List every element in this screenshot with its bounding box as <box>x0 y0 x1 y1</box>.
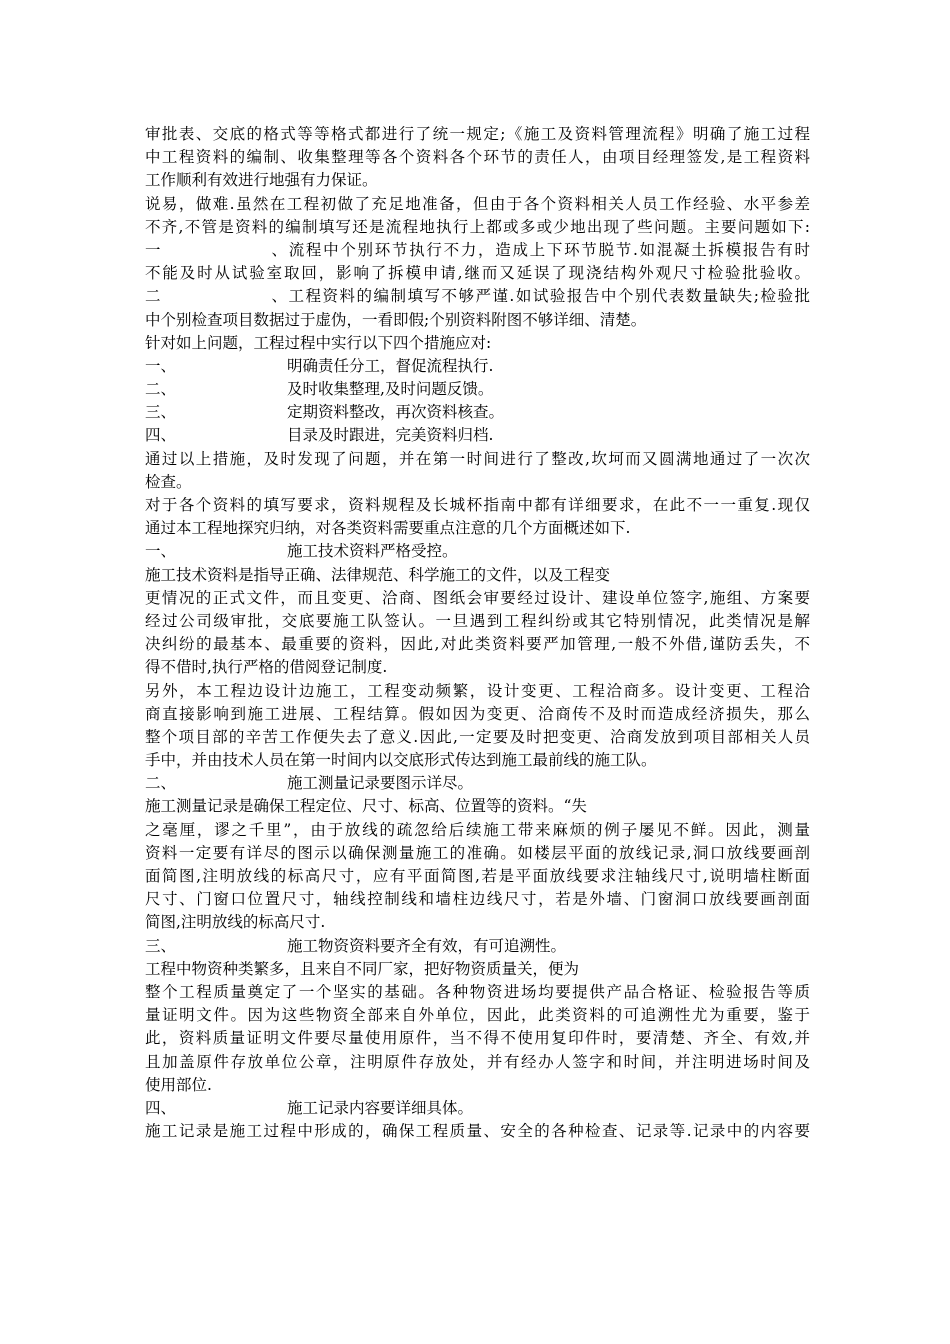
document-body <box>145 123 810 1143</box>
numbered-item-line <box>145 540 810 563</box>
line-text: 之毫厘，谬之千里”，由于放线的疏忽给后续施工带来麻烦的例子屡见不鲜。因此，测量 <box>145 820 810 839</box>
text-line <box>145 169 810 192</box>
item-number: 二、 <box>145 774 177 793</box>
text-line <box>145 749 810 772</box>
line-text: 整个项目部的辛苦工作便失去了意义.因此,一定要及时把变更、洽商发放到项目部相关人员 <box>145 727 810 746</box>
line-text: 施工技术资料是指导正确、法律规范、科学施工的文件，以及工程变 <box>145 565 611 584</box>
line-text: 整个工程质量奠定了一个坚实的基础。各种物资进场均要提供产品合格证、检验报告等质 <box>145 982 810 1001</box>
numbered-item-line <box>145 355 810 378</box>
text-line <box>145 262 810 285</box>
text-line <box>145 564 810 587</box>
text-line <box>145 1004 810 1027</box>
text-line <box>145 1027 810 1050</box>
line-text: 商直接影响到施工进展、工程结算。假如因为变更、洽商传不及时而造成经济损失，那么 <box>145 704 810 723</box>
numbered-item-line <box>145 401 810 424</box>
item-number: 三、 <box>145 936 177 955</box>
line-text: 施工记录是施工过程中形成的，确保工程质量、安全的各种检查、记录等.记录中的内容要 <box>145 1122 810 1141</box>
line-text: 检查。 <box>145 472 192 491</box>
text-line <box>145 587 810 610</box>
text-line <box>145 656 810 679</box>
item-number: 四、 <box>145 1098 177 1117</box>
item-number: 二、 <box>145 287 287 306</box>
line-text: 经过公司级审批，交底要施工队签认。一旦遇到工程纠纷或其它特别情况，此类情况是解 <box>145 611 810 630</box>
text-line <box>145 309 810 332</box>
line-text: 另外，本工程边设计边施工，工程变动频繁，设计变更、工程洽商多。设计变更、工程洽 <box>145 681 810 700</box>
line-text: 工程中物资种类繁多，且来自不同厂家，把好物资质量关，便为 <box>145 959 580 978</box>
numbered-item-line <box>145 935 810 958</box>
line-text: 尺寸、门窗口位置尺寸，轴线控制线和墙柱边线尺寸，若是外墙、门窗洞口放线要画剖面 <box>145 890 810 909</box>
line-text: 说易，做难.虽然在工程初做了充足地准备，但由于各个资料相关人员工作经验、水平参差 <box>145 194 810 213</box>
text-line <box>145 193 810 216</box>
text-line <box>145 958 810 981</box>
text-line <box>145 146 810 169</box>
line-text: 通过以上措施，及时发现了问题，并在第一时间进行了整改,坎坷而又圆满地通过了一次次 <box>145 449 810 468</box>
item-number: 三、 <box>145 403 177 422</box>
text-line <box>145 633 810 656</box>
line-text: 对于各个资料的填写要求，资料规程及长城杯指南中都有详细要求，在此不一一重复.现仅 <box>145 496 810 514</box>
line-text: 不能及时从试验室取回，影响了拆模申请,继而又延误了现浇结构外观尺寸检验批验收。 <box>145 264 810 283</box>
numbered-item-line <box>145 1097 810 1120</box>
line-text: 简图,注明放线的标高尺寸. <box>145 913 326 932</box>
numbered-item-line <box>145 378 810 401</box>
text-line <box>145 1074 810 1097</box>
item-number: 二、 <box>145 380 177 399</box>
line-text: 明确责任分工，督促流程执行. <box>287 356 494 375</box>
numbered-item-line <box>145 239 810 262</box>
line-text: 中个别检查项目数据过于虚伪，一看即假;个别资料附图不够详细、清楚。 <box>145 310 647 329</box>
line-text: 更情况的正式文件，而且变更、洽商、图纸会审要经过设计、建设单位签字,施组、方案要 <box>145 588 810 607</box>
line-text: 施工测量记录要图示详尽。 <box>287 774 474 793</box>
line-text: 手中，并由技术人员在第一时间内以交底形式传达到施工最前线的施工队。 <box>145 751 657 770</box>
text-line <box>145 680 810 703</box>
text-line <box>145 517 810 540</box>
line-text: 目录及时跟进，完美资料归档. <box>287 426 494 445</box>
text-line <box>145 494 810 517</box>
item-number: 一、 <box>145 542 177 561</box>
text-line <box>145 610 810 633</box>
text-line <box>145 981 810 1004</box>
numbered-item-line <box>145 772 810 795</box>
line-text: 工作顺利有效进行地强有力保证。 <box>145 171 378 190</box>
text-line <box>145 726 810 749</box>
text-line <box>145 842 810 865</box>
line-text: 量证明文件。因为这些物资全部来自外单位，因此，此类资料的可追溯性尤为重要，鉴于 <box>145 1006 810 1025</box>
item-number: 一、 <box>145 356 177 375</box>
text-line <box>145 216 810 239</box>
line-text: 中工程资料的编制、收集整理等各个资料各个环节的责任人，由项目经理签发,是工程资料 <box>145 148 810 167</box>
line-text: 施工技术资料严格受控。 <box>287 542 458 561</box>
line-text: 面简图,注明放线的标高尺寸，应有平面简图,若是平面放线要求注轴线尺寸,说明墙柱断面 <box>145 867 810 885</box>
numbered-item-line <box>145 285 810 308</box>
line-text: 决纠纷的最基本、最重要的资料，因此,对此类资料要严加管理,一般不外借,谨防丢失，不 <box>145 635 810 654</box>
line-text: 施工测量记录是确保工程定位、尺寸、标高、位置等的资料。“失 <box>145 797 587 816</box>
text-line <box>145 888 810 911</box>
line-text: 且加盖原件存放单位公章，注明原件存放处，并有经办人签字和时间，并注明进场时间及 <box>145 1052 810 1071</box>
text-line <box>145 448 810 471</box>
line-text: 得不借时,执行严格的借阅登记制度. <box>145 658 388 677</box>
text-line <box>145 1051 810 1074</box>
line-text: 工程资料的编制填写不够严谨.如试验报告中个别代表数量缺失;检验批 <box>287 287 810 306</box>
text-line <box>145 332 810 355</box>
line-text: 审批表、交底的格式等等格式都进行了统一规定;《施工及资料管理流程》明确了施工过程 <box>145 125 810 143</box>
item-number: 四、 <box>145 426 177 445</box>
line-text: 针对如上问题，工程过程中实行以下四个措施应对: <box>145 333 492 352</box>
text-line <box>145 123 810 146</box>
line-text: 施工记录内容要详细具体。 <box>287 1098 474 1117</box>
line-text: 不齐,不管是资料的编制填写还是流程地执行上都或多或少地出现了些问题。主要问题如下: <box>145 217 810 236</box>
text-line <box>145 911 810 934</box>
line-text: 使用部位. <box>145 1075 212 1094</box>
line-text: 及时收集整理,及时问题反馈。 <box>287 380 494 399</box>
text-line <box>145 819 810 842</box>
numbered-item-line <box>145 424 810 447</box>
text-line <box>145 795 810 818</box>
item-number: 一、 <box>145 240 287 259</box>
text-line <box>145 471 810 494</box>
line-text: 定期资料整改，再次资料核查。 <box>287 403 505 422</box>
line-text: 资料一定要有详尽的图示以确保测量施工的准确。如楼层平面的放线记录,洞口放线要画剖 <box>145 843 810 862</box>
text-line <box>145 703 810 726</box>
line-text: 施工物资资料要齐全有效，有可追溯性。 <box>287 936 567 955</box>
line-text: 通过本工程地探究归纳，对各类资料需要重点注意的几个方面概述如下. <box>145 519 631 538</box>
text-line <box>145 1120 810 1143</box>
text-line <box>145 865 810 888</box>
line-text: 流程中个别环节执行不力，造成上下环节脱节.如混凝土拆模报告有时 <box>287 240 810 259</box>
line-text: 此，资料质量证明文件要尽量使用原件，当不得不使用复印件时，要清楚、齐全、有效,并 <box>145 1029 810 1048</box>
